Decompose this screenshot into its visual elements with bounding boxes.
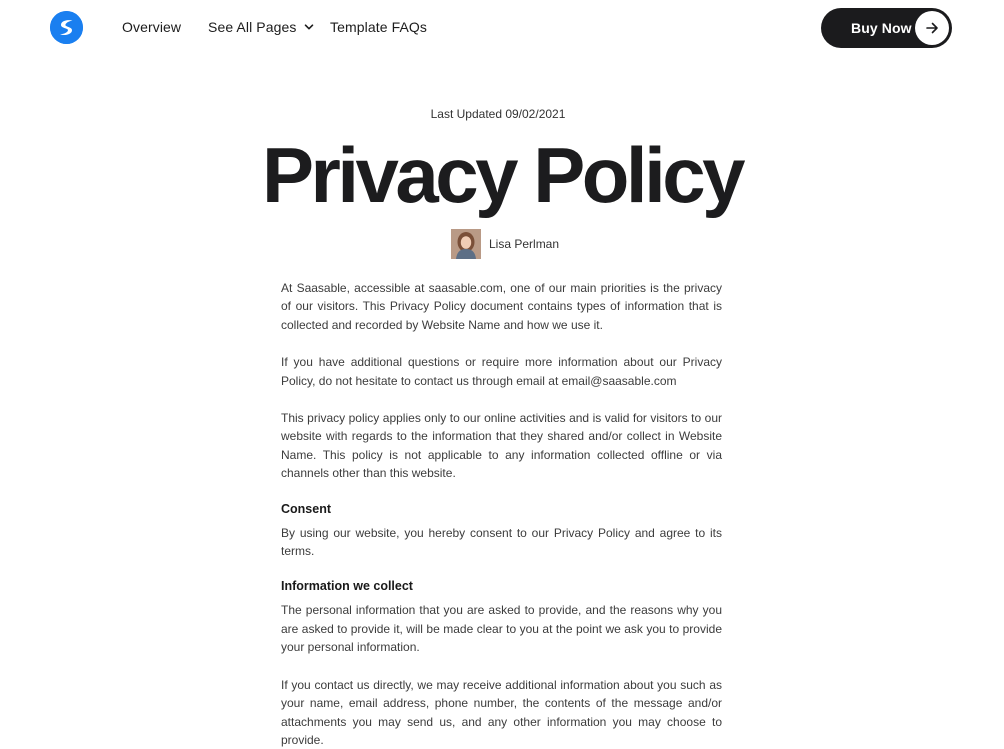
last-updated-text: Last Updated 09/02/2021 [430, 107, 566, 121]
page-title: Privacy Policy [261, 131, 742, 219]
consent-paragraph: By using our website, you hereby consent to our Privacy Policy and agree to its terms. [281, 525, 722, 559]
collect-contact-paragraph: If you contact us directly, we may receive additional information about you such as your name, email address, phone number, the contents of the message and/or attachments you may send us, and any other information you may choose to provide. [281, 677, 722, 747]
avatar [451, 229, 481, 259]
intro-paragraph: At Saasable, accessible at saasable.com, one of our main priorities is the privacy of our visitors. This Privacy Policy document contains types of information that is collected and recorded by Website Name and how we use it. [281, 281, 722, 332]
nav-see-all-pages-label: See All Pages [208, 19, 297, 35]
nav-see-all-pages-dropdown[interactable] [208, 19, 314, 35]
nav-overview-link[interactable]: Overview [122, 19, 182, 35]
chevron-down-icon [304, 22, 314, 32]
scope-paragraph: This privacy policy applies only to our online activities and is valid for visitors to our website with regards to the information that they shared and/or collect in Website Name. This policy is not applicable to any information collected offline or via channels other than this website. [281, 411, 722, 481]
nav-template-faqs-link[interactable]: Template FAQs [330, 19, 428, 35]
collect-heading: Information we collect [281, 579, 413, 594]
author-name: Lisa Perlman [489, 237, 560, 251]
buy-now-button[interactable] [821, 8, 952, 48]
contact-paragraph: If you have additional questions or require more information about our Privacy Policy, do not hesitate to contact us through email at email@saasable.com [281, 355, 722, 388]
arrow-right-icon [915, 11, 949, 45]
consent-heading: Consent [281, 501, 331, 516]
policy-article [281, 279, 722, 749]
logo-icon[interactable] [50, 11, 83, 44]
buy-now-label: Buy Now [851, 20, 912, 36]
author-byline [451, 229, 559, 259]
top-navbar [0, 0, 1000, 56]
collect-paragraph: The personal information that you are asked to provide, and the reasons why you are asked to provide it, will be made clear to you at the point we ask you to provide your personal information. [281, 603, 722, 655]
